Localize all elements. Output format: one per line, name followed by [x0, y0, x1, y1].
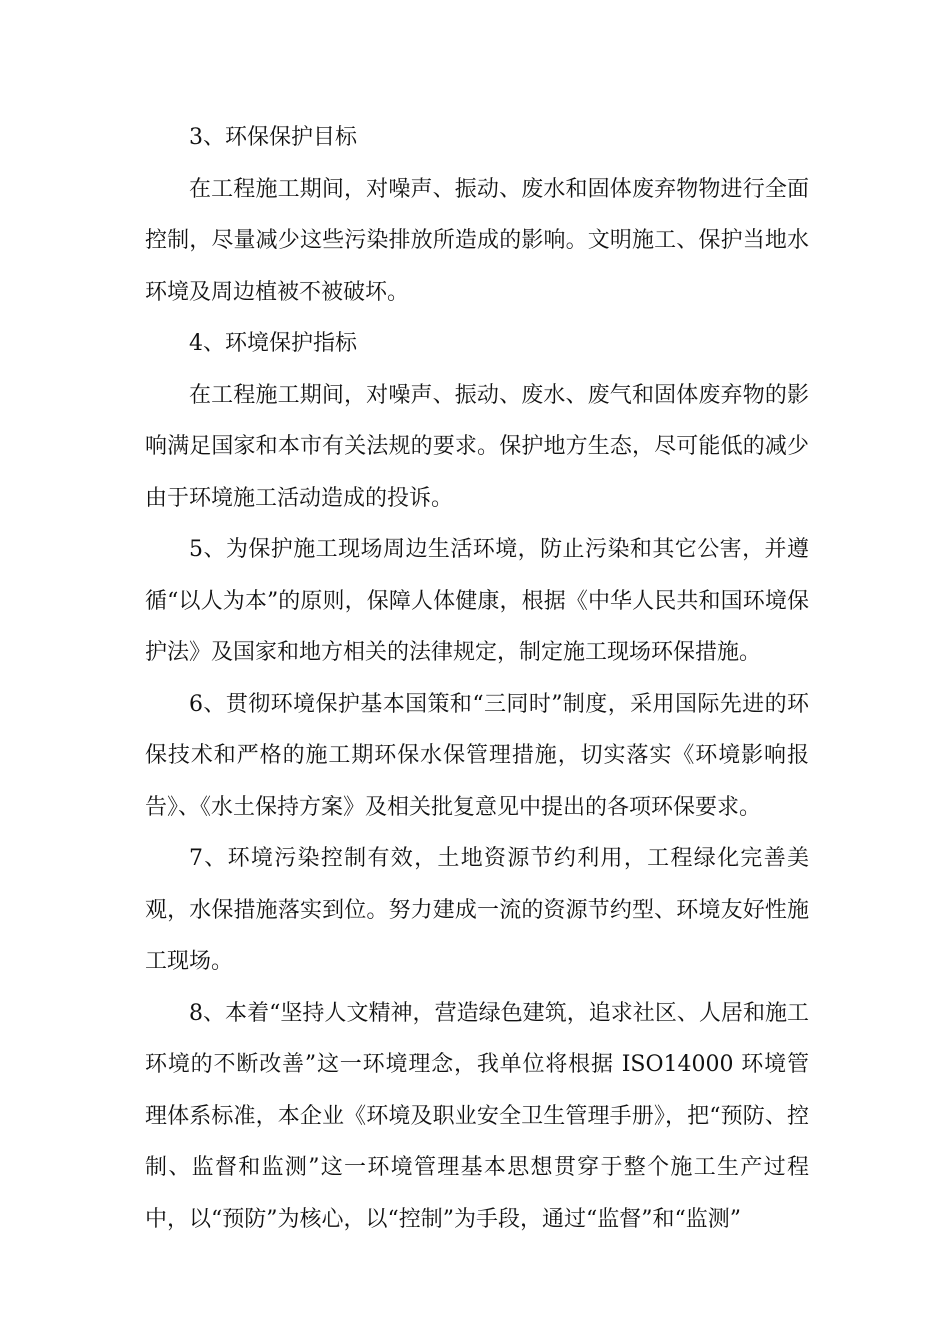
paragraph-protection-goal: 在工程施工期间，对噪声、振动、废水和固体废弃物物进行全面控制，尽量减少这些污染排放所造成的影响。文明施工、保护当地水环境及周边植被不被破坏。	[145, 176, 809, 305]
paragraph-item-7: 7、环境污染控制有效，土地资源节约利用，工程绿化完善美观，水保措施落实到位。努力建成一流的资源节约型、环境友好性施工现场。	[145, 846, 809, 974]
section-heading-3: 3、环保保护目标	[189, 125, 357, 150]
paragraph-item-5: 5、为保护施工现场周边生活环境，防止污染和其它公害，并遵循“以人为本”的原则，保障人体健康，根据《中华人民共和国环境保护法》及国家和地方相关的法律规定，制定施工现场环保措施。	[145, 537, 809, 665]
section-heading-4: 4、环境保护指标	[189, 331, 357, 356]
paragraph-item-6: 6、贯彻环境保护基本国策和“三同时”制度，采用国际先进的环保技术和严格的施工期环保水保管理措施，切实落实《环境影响报告》、《水土保持方案》及相关批复意见中提出的各项环保要求。	[145, 691, 809, 820]
paragraph-item-8: 8、本着“坚持人文精神，营造绿色建筑，追求社区、人居和施工环境的不断改善”这一环境理念，我单位将根据 ISO14000 环境管理体系标准，本企业《环境及职业安全卫生管理手册》，把“预防、控制、监督和监测”这一环境管理基本思想贯穿于整个施工生产过程中，以“预防”为核心，以“控制”为手段，通过“监督”和“监测”	[145, 1000, 809, 1232]
document-body	[145, 112, 809, 1245]
paragraph-protection-indicator: 在工程施工期间，对噪声、振动、废水、废气和固体废弃物的影响满足国家和本市有关法规的要求。保护地方生态，尽可能低的减少由于环境施工活动造成的投诉。	[145, 382, 809, 511]
